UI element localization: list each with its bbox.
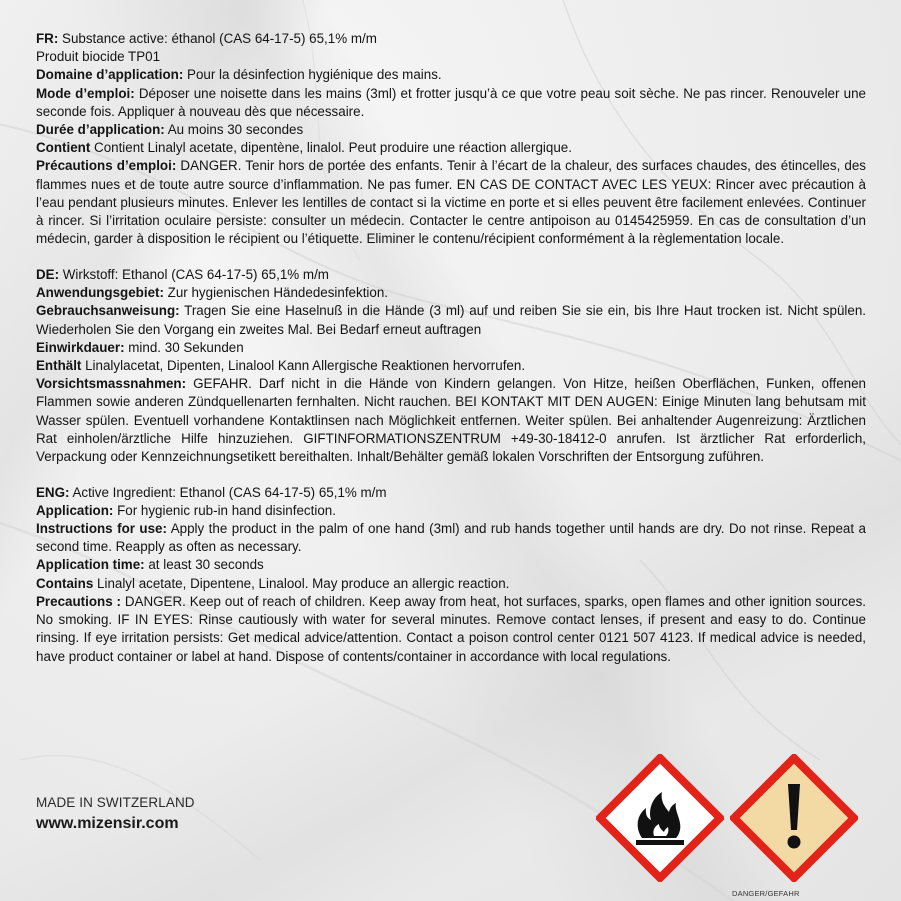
line-body: Linalylacetat, Dipenten, Linalool Kann Allergische Reaktionen hervorrufen. [81, 357, 526, 373]
line-heading: Durée d’application: [36, 122, 165, 138]
line-heading: FR: [36, 31, 59, 46]
line-body: Zur hygienischen Händedesinfektion. [163, 285, 389, 301]
line-heading: Einwirkdauer: [36, 339, 125, 355]
line-body: Apply the product in the palm of one hand (3ml) and rub hands together until hands are dry. Do not rinse. Repeat a second time. Reapply as often as necessary. [36, 521, 866, 555]
label-text [36, 30, 866, 683]
label-line [36, 484, 866, 502]
line-heading: Contient [36, 140, 91, 156]
line-heading: Anwendungsgebiet: [36, 285, 164, 301]
line-heading: Domaine d’application: [36, 67, 184, 83]
line-body: at least 30 seconds [144, 557, 264, 573]
label-line [36, 593, 866, 666]
section-en [36, 484, 866, 666]
label-line [36, 30, 866, 48]
section-fr [36, 30, 866, 248]
label-line [36, 266, 866, 284]
label-line [36, 339, 866, 357]
line-body: mind. 30 Sekunden [124, 339, 244, 355]
line-body: For hygienic rub-in hand disinfection. [113, 502, 336, 518]
line-heading: Précautions d’emploi: [36, 158, 177, 174]
footer [36, 793, 195, 836]
label-line [36, 556, 866, 574]
line-body: Wirkstoff: Ethanol (CAS 64-17-5) 65,1% m/m [59, 266, 329, 282]
label-line [36, 157, 866, 248]
line-body: DANGER. Keep out of reach of children. Keep away from heat, hot surfaces, sparks, open flames and other ignition sources. No smoking. IF IN EYES: Rinse cautiously with water for several minutes. Remove contact lenses, if present and easy to do. Continue rinsing. If eye irritation persists: Get medical advice/attention. Contact a poison control center 0121 507 4123. If medical advice is needed, have product container or label at hand. Dispose of contents/container in accordance with local regulations. [36, 593, 866, 664]
danger-caption: DANGER/GEFAHR [732, 889, 800, 898]
line-heading: Precautions : [36, 593, 121, 609]
line-heading: Mode d’emploi: [36, 85, 135, 101]
line-heading: Vorsichtsmassnahmen: [36, 376, 187, 392]
label-line [36, 502, 866, 520]
line-heading: DE: [36, 266, 60, 282]
line-heading: Application: [36, 502, 114, 518]
made-in-switzerland: MADE IN SWITZERLAND [36, 795, 195, 810]
label-line [36, 357, 866, 375]
label-line [36, 375, 866, 466]
website-link[interactable]: www.mizensir.com [36, 815, 179, 832]
line-body: Active Ingredient: Ethanol (CAS 64-17-5) 65,1% m/m [69, 484, 387, 500]
ghs02-flame-icon [596, 754, 724, 882]
line-body: Linalyl acetate, Dipentene, Linalool. May produce an allergic reaction. [93, 575, 510, 591]
label-line [36, 66, 866, 84]
line-body: DANGER. Tenir hors de portée des enfants. Tenir à l’écart de la chaleur, des surfaces chaudes, des étincelles, des flammes nues et de toute autre source d’inflammation. Ne pas fumer. EN CAS DE CONTACT AVEC LES YEUX: Rincer avec précaution à l’eau pendant plusieurs minutes. Enlever les lentilles de contact si la victime en porte et si elles peuvent être facilement enlevées. Continuer à rincer. Si l’irritation oculaire persiste: consulter un médecin. Contacter le centre antipoison au 0145425959. En cas de consultation d’un médecin, garder à disposition le récipient ou l’étiquette. Eliminer le contenu/récipient conformément à la règlementation locale. [36, 158, 866, 247]
line-body: Contient Linalyl acetate, dipentène, linalol. Peut produire une réaction allergique. [90, 140, 572, 156]
line-body: GEFAHR. Darf nicht in die Hände von Kindern gelangen. Von Hitze, heißen Oberflächen, Funken, offenen Flammen sowie anderen Zündquellenarten fernhalten. Nicht rauchen. BEI KONTAKT MIT DEN AUGEN: Einige Minuten lang behutsam mit Wasser spülen. Eventuell vorhandene Kontaktlinsen nach Möglichkeit entfernen. Weiter spülen. Bei anhaltender Augenreizung: Ärztlichen Rat einholen/ärztliche Hilfe hinzuziehen. GIFTINFORMATIONSZENTRUM +49-30-18412-0 anrufen. Ist ärztlicher Rat erforderlich, Verpackung oder Kennzeichnungsetikett bereithalten. Inhalt/Behälter gemäß lokalen Vorschriften der Entsorgung zuführen. [36, 376, 866, 464]
ghs07-exclamation-icon [730, 754, 858, 882]
section-de [36, 266, 866, 466]
line-body: Au moins 30 secondes [164, 122, 304, 138]
line-heading: Enthält [36, 357, 82, 373]
label-line [36, 302, 866, 338]
line-heading: Gebrauchsanweisung: [36, 303, 180, 319]
label-line [36, 121, 866, 139]
line-heading: ENG: [36, 484, 70, 500]
label-line [36, 520, 866, 556]
line-body: Déposer une noisette dans les mains (3ml) et frotter jusqu’à ce que votre peau soit sèche. Ne pas rincer. Renouveler une seconde fois. Appliquer à nouveau dès que nécessaire. [36, 85, 866, 119]
label-line [36, 85, 866, 121]
line-body: Tragen Sie eine Haselnuß in die Hände (3 ml) auf und reiben Sie sie ein, bis Ihre Haut trocken ist. Nicht spülen. Wiederholen Sie den Vorgang ein zweites Mal. Bei Bedarf erneut auftragen [36, 303, 866, 337]
line-body: Pour la désinfection hygiénique des mains. [183, 67, 442, 83]
label-line [36, 139, 866, 157]
line-body: Produit biocide TP01 [36, 49, 161, 65]
label-line [36, 48, 866, 66]
line-heading: Contains [36, 575, 94, 591]
line-body: Substance active: éthanol (CAS 64-17-5) 65,1% m/m [58, 31, 377, 46]
label-line [36, 575, 866, 593]
line-heading: Application time: [36, 557, 145, 573]
line-heading: Instructions for use: [36, 521, 167, 537]
label-line [36, 284, 866, 302]
